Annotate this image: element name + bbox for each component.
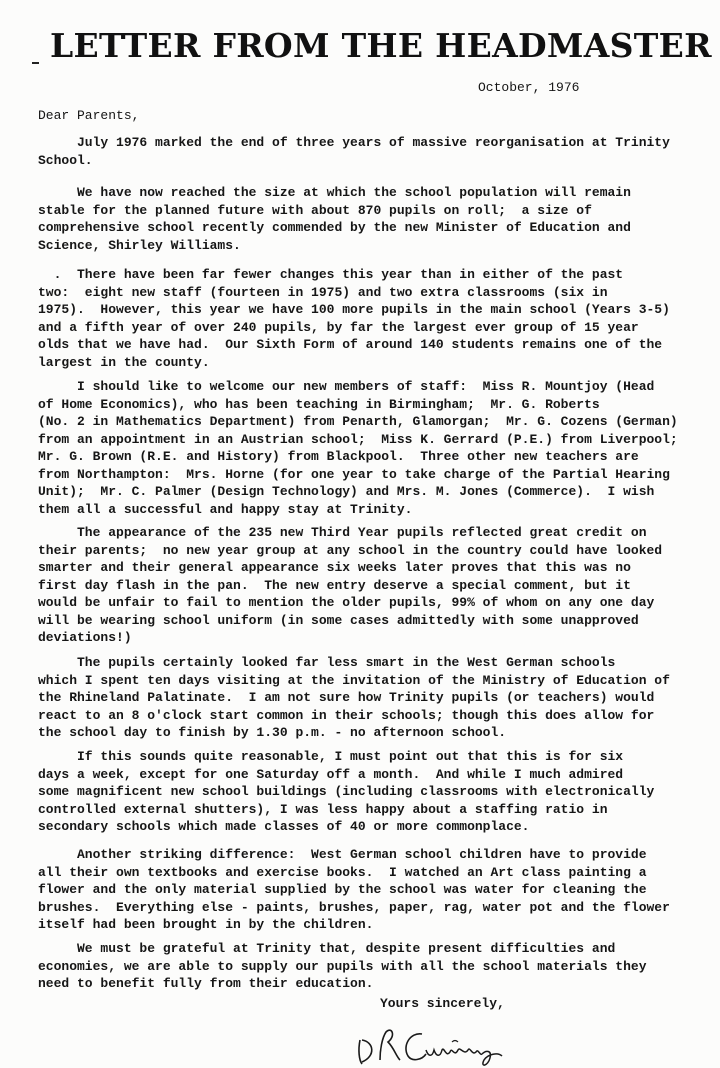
paragraph-4 <box>38 378 688 518</box>
letter-date: October, 1976 <box>478 80 580 95</box>
text-line: their parents; no new year group at any school in the country could have looked <box>38 542 663 558</box>
text-line: (No. 2 in Mathematics Department) from Penarth, Glamorgan; Mr. G. Cozens (German) <box>38 414 678 429</box>
paragraph-1 <box>38 134 688 169</box>
text-line: controlled external shutters), I was less happy about a staffing ratio in <box>38 801 608 817</box>
text-line: two: eight new staff (fourteen in 1975) and two extra classrooms (six in <box>38 284 608 300</box>
text-line: stable for the planned future with about 870 pupils on roll; a size of <box>38 202 592 218</box>
paragraph-3 <box>38 266 688 371</box>
text-line: School. <box>38 152 93 168</box>
text-line: days a week, except for one Saturday off a month. And while I much admired <box>38 766 624 782</box>
text-line: Science, Shirley Williams. <box>38 237 241 253</box>
text-line: . There have been far fewer changes this year than in either of the past <box>38 267 624 282</box>
paragraph-9 <box>38 940 688 993</box>
paragraph-7 <box>38 748 688 836</box>
text-line: The appearance of the 235 new Third Year pupils reflected great credit on <box>38 525 647 540</box>
text-line: some magnificent new school buildings (including classrooms with electronically <box>38 784 655 799</box>
text-line: would be unfair to fail to mention the older pupils, 99% of whom on any one day <box>38 595 655 610</box>
text-line: from an appointment in an Austrian school; Miss K. Gerrard (P.E.) from Liverpool; <box>38 431 678 447</box>
text-line: If this sounds quite reasonable, I must point out that this is for six <box>38 749 624 764</box>
text-line: Unit); Mr. C. Palmer (Design Technology) and Mrs. M. Jones (Commerce). I wish <box>38 484 655 499</box>
text-line: economies, we are able to supply our pupils with all the school materials they <box>38 958 647 974</box>
text-line: We must be grateful at Trinity that, despite present difficulties and <box>38 941 616 956</box>
text-line: of Home Economics), who has been teaching in Birmingham; Mr. G. Roberts <box>38 396 600 412</box>
text-line: comprehensive school recently commended by the new Minister of Education and <box>38 220 631 235</box>
text-line: smarter and their general appearance six weeks later proves that this was no <box>38 560 631 575</box>
paragraph-2 <box>38 184 688 254</box>
text-line: will be wearing school uniform (in some cases admittedly with some unapproved <box>38 612 639 628</box>
text-line: itself had been brought in by the children. <box>38 917 374 932</box>
text-line: need to benefit fully from their education. <box>38 976 374 991</box>
margin-mark <box>32 62 39 64</box>
text-line: 1975). However, this year we have 100 more pupils in the main school (Years 3-5) <box>38 302 670 317</box>
signature <box>352 1020 522 1068</box>
paragraph-8 <box>38 846 688 934</box>
text-line: deviations!) <box>38 630 132 645</box>
text-line: from Northampton: Mrs. Horne (for one year to take charge of the Partial Hearing <box>38 466 670 482</box>
text-line: largest in the county. <box>38 354 210 370</box>
paragraph-6 <box>38 654 688 742</box>
text-line: react to an 8 o'clock start common in their schools; though this does allow for <box>38 707 655 723</box>
closing: Yours sincerely, <box>380 996 505 1011</box>
text-line: July 1976 marked the end of three years of massive reorganisation at Trinity <box>38 135 670 150</box>
text-line: secondary schools which made classes of 40 or more commonplace. <box>38 819 530 834</box>
text-line: olds that we have had. Our Sixth Form of around 140 students remains one of the <box>38 337 663 352</box>
text-line: flower and the only material supplied by the school was water for cleaning the <box>38 882 647 897</box>
text-line: them all a successful and happy stay at Trinity. <box>38 501 413 517</box>
text-line: I should like to welcome our new members of staff: Miss R. Mountjoy (Head <box>38 379 655 394</box>
text-line: all their own textbooks and exercise books. I watched an Art class painting a <box>38 864 647 880</box>
letter-title: LETTER FROM THE HEADMASTER <box>50 26 712 65</box>
text-line: which I spent ten days visiting at the invitation of the Ministry of Education of <box>38 672 670 688</box>
paragraph-5 <box>38 524 688 647</box>
text-line: Another striking difference: West German school children have to provide <box>38 847 647 862</box>
text-line: the school day to finish by 1.30 p.m. - no afternoon school. <box>38 725 507 740</box>
text-line: the Rhineland Palatinate. I am not sure how Trinity pupils (or teachers) would <box>38 690 655 705</box>
text-line: first day flash in the pan. The new entry deserve a special comment, but it <box>38 577 631 593</box>
text-line: We have now reached the size at which the school population will remain <box>38 185 631 200</box>
text-line: brushes. Everything else - paints, brushes, paper, rag, water pot and the flower <box>38 899 670 915</box>
text-line: Mr. G. Brown (R.E. and History) from Blackpool. Three other new teachers are <box>38 449 639 464</box>
text-line: and a fifth year of over 240 pupils, by far the largest ever group of 15 year <box>38 319 639 335</box>
text-line: The pupils certainly looked far less smart in the West German schools <box>38 655 616 670</box>
salutation: Dear Parents, <box>38 108 140 123</box>
